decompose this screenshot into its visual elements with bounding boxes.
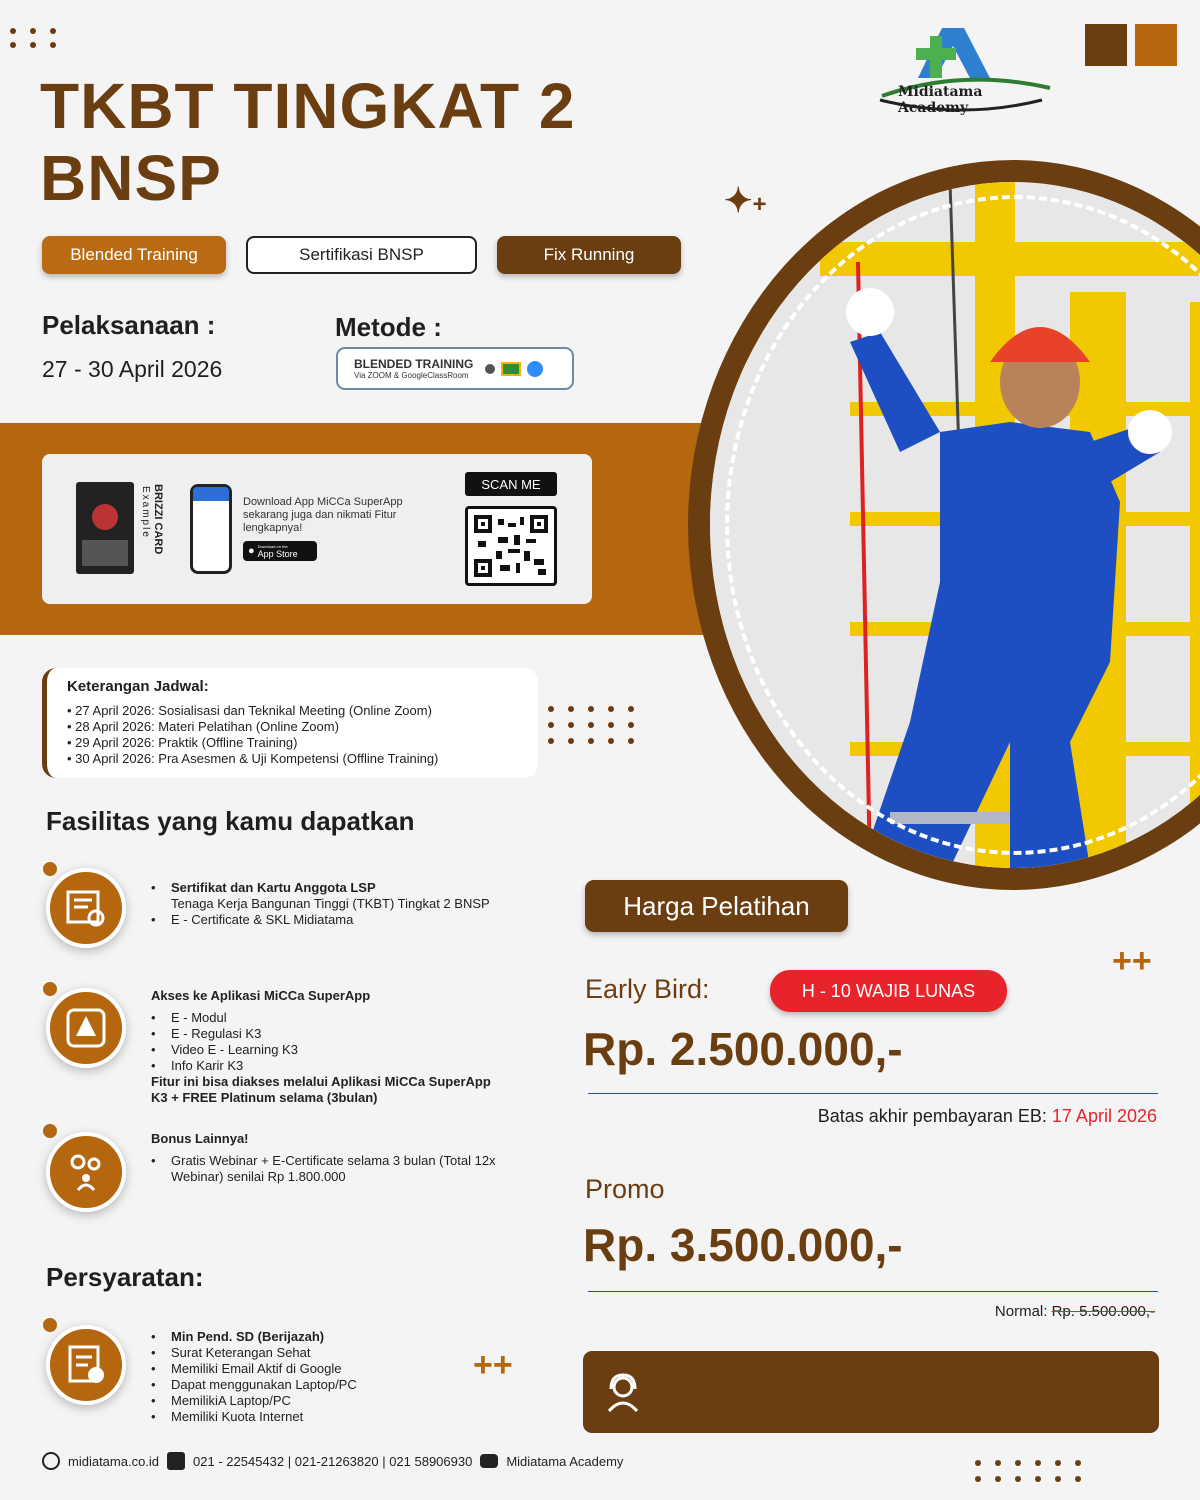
facility-1-title: Sertifikat dan Kartu Anggota LSP bbox=[171, 880, 376, 895]
facility-3-item: • Gratis Webinar + E-Certificate selama 3 bulan (Total 12x Webinar) senilai Rp 1.800.000 bbox=[151, 1153, 541, 1185]
decor-square-dark bbox=[1085, 24, 1127, 66]
early-bird-label: Early Bird: bbox=[585, 974, 710, 1004]
divider bbox=[588, 1291, 1158, 1292]
support-agent-icon bbox=[601, 1371, 645, 1415]
footer-youtube[interactable]: Midiatama Academy bbox=[506, 1453, 624, 1469]
requirement-item: • Memiliki Email Aktif di Google bbox=[151, 1361, 471, 1377]
requirement-bold: Min Pend. SD (Berijazah) bbox=[171, 1329, 325, 1344]
scan-me-label: SCAN ME bbox=[465, 472, 557, 496]
persyaratan-heading: Persyaratan: bbox=[46, 1262, 204, 1292]
facility-1-line2: Tenaga Kerja Bangunan Tinggi (TKBT) Tingkat 2 BNSP bbox=[171, 896, 490, 911]
camera-icon bbox=[485, 364, 495, 374]
eb-deadline bbox=[600, 1106, 1157, 1127]
metode-label: Metode : bbox=[335, 312, 442, 342]
eb-deadline-label: Batas akhir pembayaran EB: bbox=[817, 1106, 1047, 1126]
facility-block-2 bbox=[151, 988, 491, 1106]
promo-price: Rp. 3.500.000,- bbox=[583, 1219, 903, 1271]
pill-sertifikasi-bnsp: Sertifikasi BNSP bbox=[246, 236, 477, 274]
facility-2-item: • E - Regulasi K3 bbox=[151, 1026, 491, 1042]
qr-code[interactable] bbox=[465, 506, 557, 586]
schedule-item: • 27 April 2026: Sosialisasi dan Teknikal Meeting (Online Zoom) bbox=[67, 703, 518, 719]
sparkle-icon: ✦+ bbox=[724, 182, 767, 220]
classroom-icon bbox=[501, 362, 521, 376]
requirement-item: • Dapat menggunakan Laptop/PC bbox=[151, 1377, 471, 1393]
promo-label: Promo bbox=[585, 1174, 665, 1204]
facility-2-note: Fitur ini bisa diakses melalui Aplikasi MiCCa SuperApp K3 + FREE Platinum selama (3bulan) bbox=[151, 1074, 491, 1105]
brizzi-card-image bbox=[76, 482, 134, 574]
normal-label: Normal: bbox=[994, 1303, 1048, 1320]
brizzi-card-title: BRIZZI CARD bbox=[152, 484, 164, 555]
phone-icon bbox=[167, 1452, 185, 1470]
apple-icon: ● bbox=[248, 545, 255, 557]
youtube-icon bbox=[480, 1454, 498, 1468]
gears-user-icon bbox=[46, 1132, 126, 1212]
micca-app-icon bbox=[46, 988, 126, 1068]
app-store-button[interactable] bbox=[243, 541, 317, 561]
app-promo-card bbox=[42, 454, 592, 604]
normal-price: Rp. 5.500.000,- bbox=[1051, 1303, 1155, 1320]
bullet-dot bbox=[43, 1318, 57, 1332]
schedule-box bbox=[42, 668, 538, 778]
divider bbox=[588, 1093, 1158, 1094]
brizzi-card-sub: Example bbox=[140, 486, 151, 539]
requirement-item: • Memiliki Kuota Internet bbox=[151, 1409, 471, 1425]
bullet-dot bbox=[43, 982, 57, 996]
early-bird-price: Rp. 2.500.000,- bbox=[583, 1023, 903, 1075]
globe-icon bbox=[42, 1452, 60, 1470]
persyaratan-list bbox=[151, 1329, 471, 1425]
sparkle-icon: ++ bbox=[473, 1346, 513, 1384]
pill-fix-running: Fix Running bbox=[497, 236, 681, 274]
method-sub: Via ZOOM & GoogleClassRoom bbox=[354, 370, 469, 380]
h10-badge: H - 10 WAJIB LUNAS bbox=[770, 970, 1007, 1012]
schedule-item: • 28 April 2026: Materi Pelatihan (Online Zoom) bbox=[67, 719, 518, 735]
facility-3-heading: Bonus Lainnya! bbox=[151, 1131, 249, 1146]
qr-code-icon bbox=[474, 515, 548, 577]
bullet-dot bbox=[43, 862, 57, 876]
download-text: Download App MiCCa SuperApp sekarang juga dan nikmati Fitur lengkapnya! bbox=[243, 496, 403, 534]
brand-name: Midiatama Academy bbox=[898, 84, 983, 116]
facility-2-item: • E - Modul bbox=[151, 1010, 491, 1026]
normal-price-row bbox=[900, 1303, 1155, 1320]
schedule-item: • 29 April 2026: Praktik (Offline Training) bbox=[67, 735, 518, 751]
method-badge bbox=[336, 347, 574, 390]
sparkle-icon: ++ bbox=[1112, 942, 1152, 980]
checklist-icon bbox=[46, 1325, 126, 1405]
pill-blended-training: Blended Training bbox=[42, 236, 226, 274]
fasilitas-heading: Fasilitas yang kamu dapatkan bbox=[46, 806, 415, 836]
page-title: TKBT TINGKAT 2 BNSP bbox=[40, 70, 576, 214]
eb-deadline-date: 17 April 2026 bbox=[1051, 1106, 1157, 1126]
footer-website[interactable]: midiatama.co.id bbox=[68, 1453, 160, 1469]
footer bbox=[42, 1452, 623, 1470]
requirement-item: • MemilikiA Laptop/PC bbox=[151, 1393, 471, 1409]
facility-block-3 bbox=[151, 1131, 541, 1185]
zoom-icon bbox=[527, 361, 543, 377]
brand-logo bbox=[872, 28, 1052, 118]
method-title: BLENDED TRAINING bbox=[354, 356, 474, 371]
phone-mockup bbox=[190, 484, 232, 574]
decor-dots-top bbox=[10, 28, 56, 48]
facility-2-item: • Info Karir K3 bbox=[151, 1058, 491, 1074]
decor-dots-bottom bbox=[975, 1460, 1081, 1482]
schedule-item: • 30 April 2026: Pra Asesmen & Uji Kompetensi (Offline Training) bbox=[67, 751, 518, 767]
app-store-label: App Store bbox=[257, 548, 298, 559]
facility-2-item: • Video E - Learning K3 bbox=[151, 1042, 491, 1058]
facility-1-item2: • E - Certificate & SKL Midiatama bbox=[151, 912, 551, 928]
pelaksanaan-date: 27 - 30 April 2026 bbox=[42, 356, 223, 382]
facility-2-heading: Akses ke Aplikasi MiCCa SuperApp bbox=[151, 988, 371, 1003]
decor-square-light bbox=[1135, 24, 1177, 66]
harga-pelatihan-tag: Harga Pelatihan bbox=[585, 880, 848, 932]
requirement-item: • Surat Keterangan Sehat bbox=[151, 1345, 471, 1361]
app-store-small: Download on the bbox=[257, 543, 288, 549]
contact-button[interactable] bbox=[583, 1351, 1159, 1433]
decor-dots-mid bbox=[548, 706, 634, 744]
pelaksanaan-label: Pelaksanaan : bbox=[42, 310, 216, 340]
certificate-icon bbox=[46, 868, 126, 948]
facility-block-1 bbox=[151, 880, 551, 928]
footer-phones: 021 - 22545432 | 021-21263820 | 021 58906930 bbox=[193, 1453, 473, 1469]
bullet-dot bbox=[43, 1124, 57, 1138]
schedule-heading: Keterangan Jadwal: bbox=[67, 678, 209, 695]
